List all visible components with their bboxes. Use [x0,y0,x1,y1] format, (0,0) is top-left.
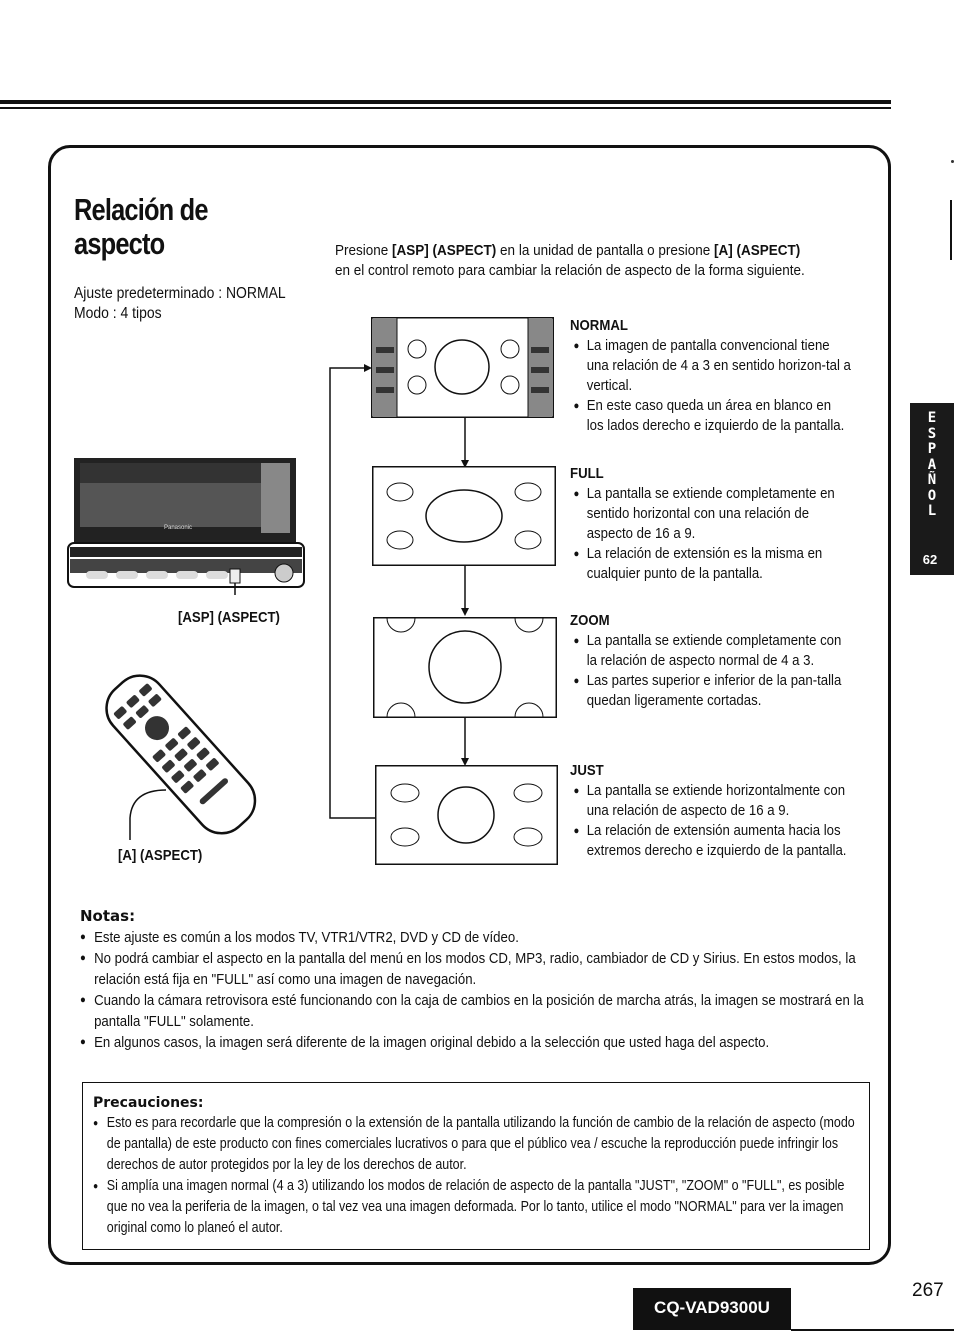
footer-rule [791,1329,954,1331]
language-tab-letters [910,411,954,520]
tab-letter: P [927,441,937,457]
precautions-heading: Precauciones: [93,1095,204,1111]
mode-just [570,761,852,861]
note-item: ● Este ajuste es común a los modos TV, VTR1/VTR2, DVD y CD de vídeo. [80,927,890,948]
precautions-box [82,1082,870,1250]
precaution-item: ● Si amplía una imagen normal (4 a 3) utilizando los modos de relación de aspecto de la pantalla "JUST", "ZOOM" o "FULL", es posible que no vea la periferia de la imagen, o tal vez vea una imagen deformada. Por lo tanto, utilice el modo "NORMAL" para ver la imagen original como lo planeó el autor. [93,1176,858,1239]
tab-letter: O [927,487,937,504]
tab-letter: A [927,456,937,473]
section-page-number: 62 [922,552,938,567]
intro-post: en el control remoto para cambiar la relación de aspecto de la forma siguiente. [335,262,805,279]
mode-normal-bullet: ● La imagen de pantalla convencional tiene una relación de 4 a 3 en sentido horizon-tal a vertical. [570,336,852,396]
language-tab [910,403,954,575]
tab-letter: S [927,425,937,442]
mode-just-title: JUST [570,762,604,779]
intro-key-a: [A] (ASPECT) [713,242,801,259]
just-screen [375,765,558,865]
intro-text [335,241,875,281]
scan-mark [950,200,952,260]
notes-section [80,906,890,1053]
intro-mid: en la unidad de pantalla o presione [496,242,714,259]
note-item: ● Cuando la cámara retrovisora esté funcionando con la caja de cambios en la posición de marcha atrás, la imagen se mostrará en la pantalla "FULL" solamente. [80,990,890,1032]
mode-normal [570,316,852,436]
mode-zoom [570,611,852,711]
mode-just-bullet: ● La pantalla se extiende horizontalmente con una relación de aspecto de 16 a 9. [570,781,852,821]
asp-button-label: [ASP] (ASPECT) [178,609,280,626]
unit-brand: Panasonic [164,525,193,531]
default-line: Ajuste predeterminado : NORMAL [74,285,286,302]
mode-full-bullet: ● La relación de extensión es la misma en cualquier punto de la pantalla. [570,544,852,584]
mode-full-title: FULL [570,465,604,482]
note-item: ● En algunos casos, la imagen será diferente de la imagen original debido a la selección que usted haga del aspecto. [80,1032,890,1053]
asp-button [230,569,240,583]
intro-pre: Presione [335,242,393,259]
mode-normal-title: NORMAL [570,317,628,334]
mode-zoom-title: ZOOM [570,612,610,629]
head-unit-illustration [66,455,306,595]
note-item: ● No podrá cambiar el aspecto en la pantalla del menú en los modos CD, MP3, radio, cambiador de CD y Sirius. En estos modos, la relación está fija en "FULL" así como una imagen de navegación. [80,948,890,990]
mode-zoom-bullet: ● La pantalla se extiende completamente con la relación de aspecto normal de 4 a 3. [570,631,852,671]
default-settings [74,284,286,324]
tab-letter: Ñ [927,472,937,488]
notes-heading: Notas: [80,907,136,925]
tab-letter: E [927,410,937,426]
header-rule [0,100,891,104]
mode-just-bullet: ● La relación de extensión aumenta hacia los extremos derecho e izquierdo de la pantalla. [570,821,852,861]
normal-screen [371,317,554,418]
mode-count-line: Modo : 4 tipos [74,305,162,322]
mode-normal-bullet: ● En este caso queda un área en blanco en los lados derecho e izquierdo de la pantalla. [570,396,852,436]
precaution-item: ● Esto es para recordarle que la compresión o la extensión de la pantalla utilizando la función de cambio de la relación de aspecto (modo de pantalla) de este producto con fines comerciales lucrativos o para que el público vea / escuche la reproducción puede infringir los derechos de autor protegidos por la ley de los derechos de autor. [93,1113,858,1176]
remote-button-label: [A] (ASPECT) [118,847,203,864]
mode-zoom-bullet: ● Las partes superior e inferior de la pan-talla quedan ligeramente cortadas. [570,671,852,711]
header-rule-thin [0,107,891,109]
remote-illustration [94,668,264,840]
page-number: 267 [912,1280,944,1301]
title-line-2: aspecto [74,226,165,261]
mode-full [570,464,852,584]
title-line-1: Relación de [74,192,208,227]
model-badge: CQ-VAD9300U [633,1288,791,1330]
zoom-screen [373,617,557,718]
page-title [74,193,287,261]
mode-full-bullet: ● La pantalla se extiende completamente en sentido horizontal con una relación de aspecto de 16 a 9. [570,484,852,544]
tab-letter: L [927,503,937,519]
full-screen [372,466,556,566]
intro-key-asp: [ASP] (ASPECT) [392,242,497,259]
